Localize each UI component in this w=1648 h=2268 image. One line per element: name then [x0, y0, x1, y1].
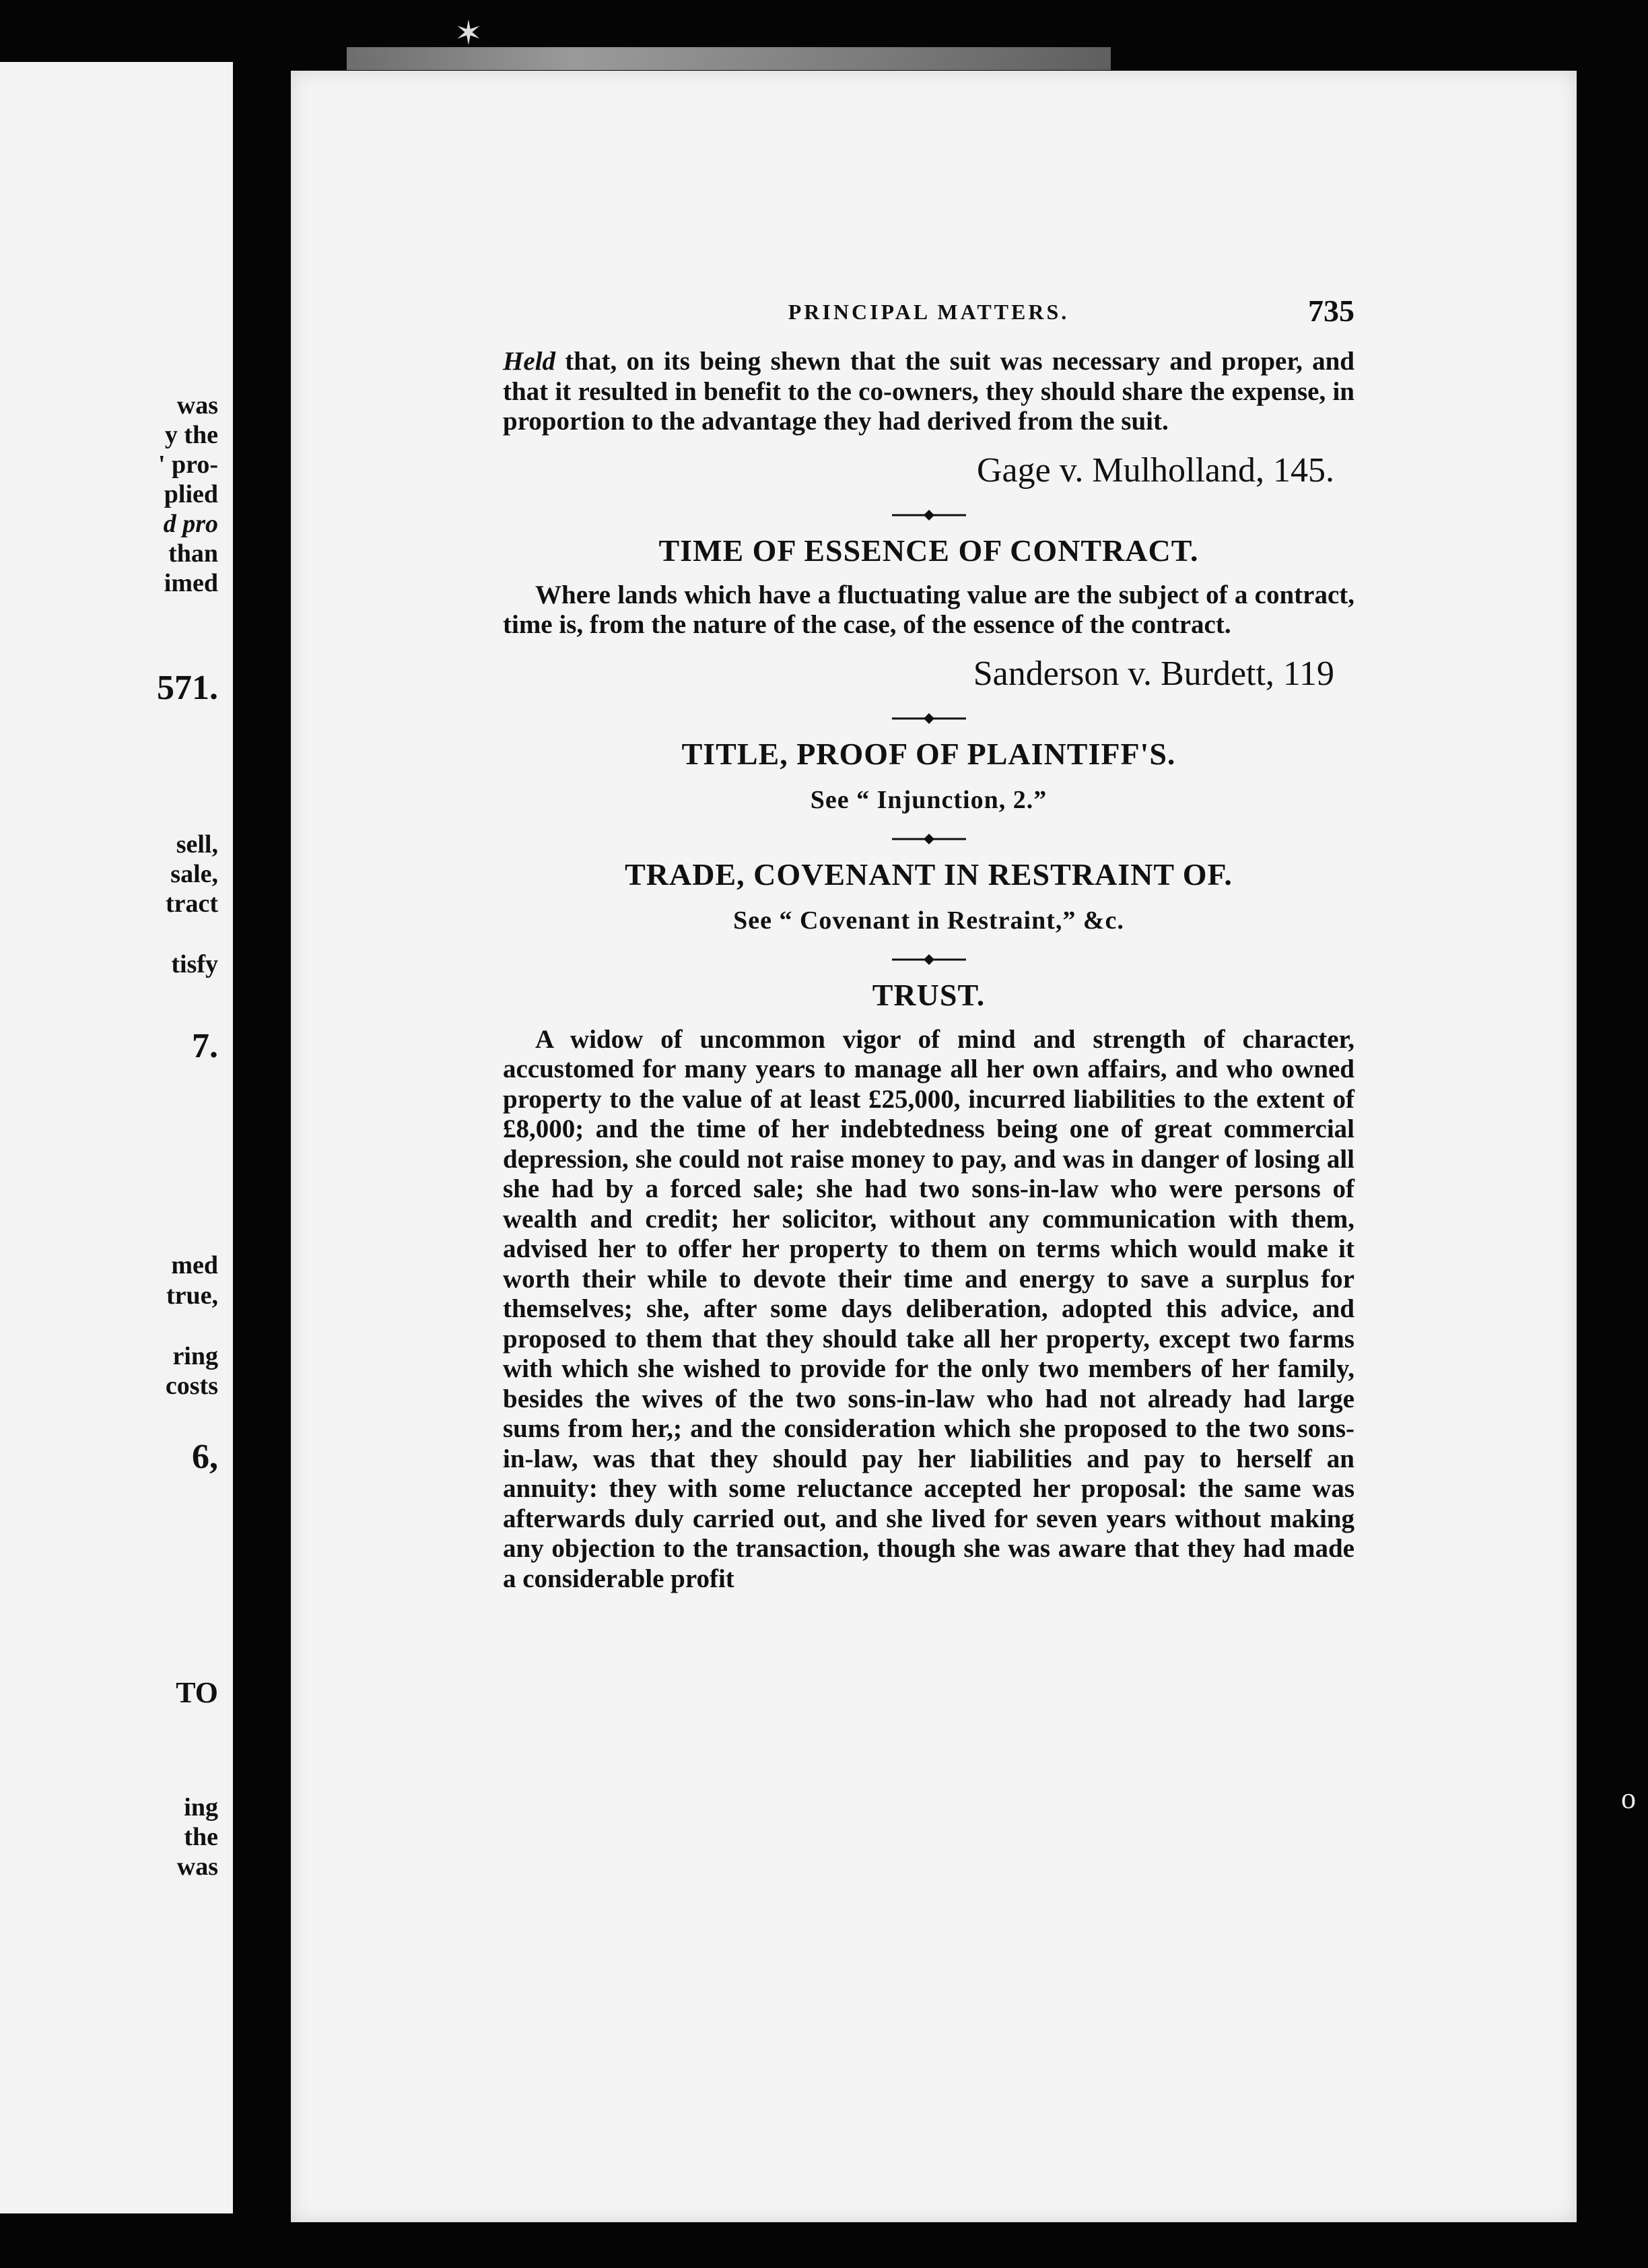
scan-speck: o	[1621, 1782, 1636, 1815]
section-divider	[885, 952, 973, 968]
left-line: was	[176, 391, 218, 420]
left-line: ' pro-	[158, 451, 218, 479]
left-line: ing	[184, 1793, 218, 1822]
left-line: than	[168, 539, 218, 568]
left-line: the	[184, 1823, 218, 1851]
case-citation: Gage v. Mulholland, 145.	[977, 451, 1334, 490]
time-of-essence-paragraph: Where lands which have a fluctuating value are the subject of a contract, time is, from the nature of the case, of the essence of the contract.	[503, 580, 1354, 639]
cross-reference: See “ Covenant in Restraint,” &c.	[733, 906, 1124, 935]
page-content	[503, 293, 1354, 1594]
scan-speck: ✶	[454, 14, 483, 52]
running-title: PRINCIPAL MATTERS.	[788, 300, 1070, 324]
facing-page-fragment	[0, 62, 233, 2213]
left-line: sale,	[170, 860, 218, 888]
left-line: d pro	[163, 510, 218, 538]
case-citation: Sanderson v. Burdett, 119	[973, 654, 1334, 693]
left-line: TO	[176, 1676, 218, 1709]
left-line: tisfy	[171, 950, 218, 978]
left-line: y the	[164, 421, 218, 449]
page-number: 735	[1308, 294, 1354, 328]
left-line: costs	[165, 1372, 218, 1400]
left-line: 7.	[192, 1027, 218, 1065]
left-line: true,	[166, 1281, 218, 1310]
book-page	[291, 71, 1577, 2222]
left-line: med	[171, 1251, 218, 1279]
section-heading-title-proof: TITLE, PROOF OF PLAINTIFF'S.	[681, 736, 1176, 771]
left-line: 571.	[157, 669, 218, 707]
section-heading-trust: TRUST.	[872, 977, 986, 1012]
opening-text: that, on its being shewn that the suit was necessary and proper, and that it resulted in benefit to the co-owners, they should share the expense, in proportion to the advantage they had derived from the suit.	[503, 347, 1354, 436]
held-word: Held	[503, 347, 555, 376]
section-divider	[885, 710, 973, 727]
opening-paragraph	[503, 347, 1354, 437]
left-line: imed	[164, 569, 218, 597]
left-line: 6,	[192, 1438, 218, 1476]
section-heading-time-of-essence: TIME OF ESSENCE OF CONTRACT.	[658, 533, 1199, 568]
cross-reference: See “ Injunction, 2.”	[810, 785, 1048, 814]
section-heading-trade-covenant: TRADE, COVENANT IN RESTRAINT OF.	[625, 857, 1233, 892]
section-divider	[885, 507, 973, 523]
left-line: tract	[165, 890, 218, 918]
left-line: sell,	[176, 830, 218, 859]
left-line: ring	[172, 1342, 218, 1370]
left-line: plied	[164, 480, 218, 508]
section-divider	[885, 831, 973, 847]
running-head	[503, 293, 1354, 347]
left-line: was	[176, 1853, 218, 1881]
trust-paragraph: A widow of uncommon vigor of mind and strength of character, accustomed for many years to manage all her own affairs, and who owned property to the value of at least £25,000, incurred liabilities to the extent of £8,000; and the time of her indebtedness being one of great commercial depression, she could not raise money to pay, and was in danger of losing all she had by a forced sale; she had two sons-in-law who were persons of wealth and credit; her solicitor, without any communication with them, advised her to offer her property to them on terms which would make it worth their while to devote their time and energy to save a surplus for themselves; she, after some days deliberation, adopted this advice, and proposed to them that they should take all her property, except two farms with which she wished to provide for the only two members of her family, besides the wives of the two sons-in-law who had not already had large sums from her,; and the consideration which she proposed to the two sons-in-law, was that they should pay her liabilities and pay to herself an annuity: they with some reluctance accepted her proposal: the same was afterwards duly carried out, and she lived for seven years without making any objection to the transaction, though she was aware that they had made a considerable profit	[503, 1024, 1354, 1593]
